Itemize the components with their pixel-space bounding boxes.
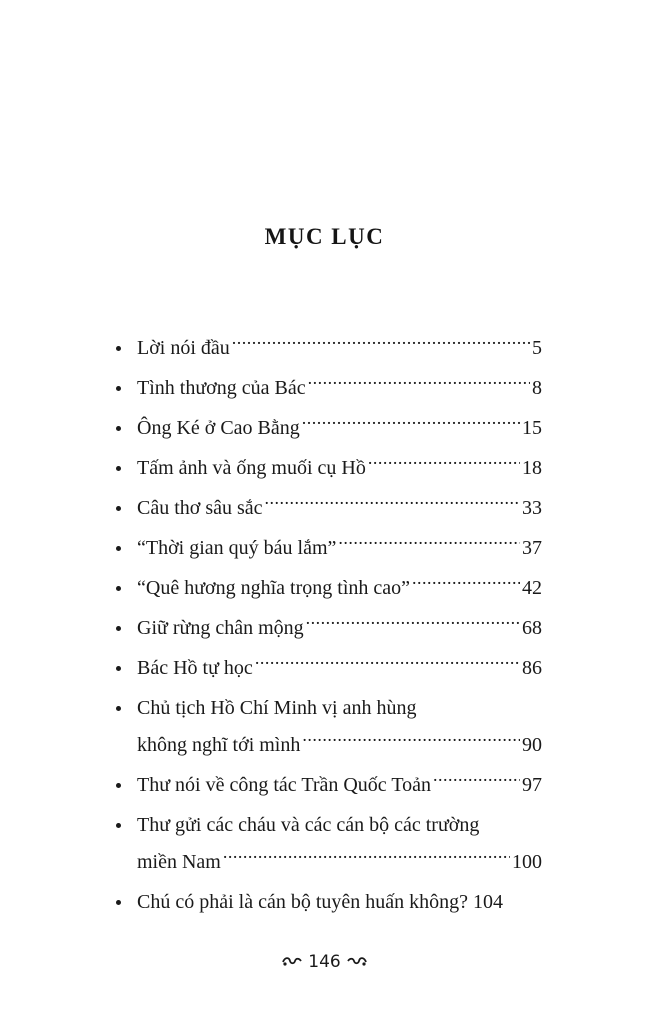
- toc-entry[interactable]: [112, 807, 542, 881]
- toc-entry[interactable]: [112, 690, 542, 764]
- toc-entry-title: Chú có phải là cán bộ tuyên huấn không?: [137, 891, 469, 913]
- bullet-icon: [116, 666, 121, 671]
- bullet-icon: [116, 900, 121, 905]
- toc-entry-page: 33: [522, 497, 542, 519]
- dot-leader: [232, 334, 530, 354]
- dot-leader: [433, 771, 520, 791]
- dot-leader: [306, 614, 520, 634]
- toc-entry-title: “Quê hương nghĩa trọng tình cao”: [137, 577, 411, 599]
- toc-entry-page: 37: [522, 537, 542, 559]
- toc-entry-page: 86: [522, 657, 542, 679]
- bullet-icon: [116, 386, 121, 391]
- toc-entry-page: 90: [522, 734, 542, 756]
- dot-leader: [368, 454, 520, 474]
- page-footer: [0, 952, 649, 972]
- toc-entry-title: Ông Ké ở Cao Bằng: [137, 417, 300, 439]
- toc-entry[interactable]: [112, 450, 542, 487]
- toc-entry-page: 97: [522, 774, 542, 796]
- dot-leader: [255, 654, 520, 674]
- toc-entry[interactable]: [112, 610, 542, 647]
- toc-entry[interactable]: [112, 884, 542, 921]
- dot-leader: [308, 374, 530, 394]
- toc-entry[interactable]: [112, 370, 542, 407]
- toc-entry-page: 104: [473, 891, 504, 913]
- bullet-icon: [116, 546, 121, 551]
- swirl-ornament-left-icon: [282, 952, 302, 972]
- toc-entry-title-line2: không nghĩ tới mình: [137, 734, 301, 756]
- toc-entry-title: Câu thơ sâu sắc: [137, 497, 263, 519]
- toc-entry-title: Lời nói đầu: [137, 337, 230, 359]
- bullet-icon: [116, 346, 121, 351]
- toc-entry[interactable]: [112, 530, 542, 567]
- bullet-icon: [116, 783, 121, 788]
- toc-entry-page: 8: [532, 377, 542, 399]
- toc-entry[interactable]: [112, 410, 542, 447]
- toc-entry-page: 15: [522, 417, 542, 439]
- toc-entry[interactable]: [112, 570, 542, 607]
- toc-entry-page: 42: [522, 577, 542, 599]
- dot-leader: [223, 848, 510, 868]
- table-of-contents: [112, 330, 542, 924]
- page-title: MỤC LỤC: [264, 224, 385, 249]
- toc-entry-title: “Thời gian quý báu lắm”: [137, 537, 337, 559]
- dot-leader: [338, 534, 520, 554]
- toc-entry-page: 100: [512, 851, 542, 873]
- toc-entry[interactable]: [112, 330, 542, 367]
- toc-entry-title: Bác Hồ tự học: [137, 657, 253, 679]
- toc-entry-title: Thư nói về công tác Trần Quốc Toản: [137, 774, 432, 796]
- dot-leader: [265, 494, 520, 514]
- bullet-icon: [116, 586, 121, 591]
- bullet-icon: [116, 506, 121, 511]
- toc-entry-title-line1: Thư gửi các cháu và các cán bộ các trường: [137, 814, 480, 836]
- toc-entry[interactable]: [112, 490, 542, 527]
- bullet-icon: [116, 426, 121, 431]
- toc-entry-page: 18: [522, 457, 542, 479]
- dot-leader: [302, 414, 520, 434]
- toc-entry-title-line1: Chủ tịch Hồ Chí Minh vị anh hùng: [137, 697, 417, 719]
- toc-entry[interactable]: [112, 767, 542, 804]
- dot-leader: [412, 574, 520, 594]
- toc-entry-title: Tình thương của Bác: [137, 377, 306, 399]
- page-number: 146: [308, 952, 341, 972]
- toc-entry-page: 68: [522, 617, 542, 639]
- toc-entry-page: 5: [532, 337, 542, 359]
- dot-leader: [302, 731, 520, 751]
- toc-entry[interactable]: [112, 650, 542, 687]
- bullet-icon: [116, 823, 121, 828]
- bullet-icon: [116, 626, 121, 631]
- toc-entry-title: Giữ rừng chân mộng: [137, 617, 304, 639]
- bullet-icon: [116, 706, 121, 711]
- toc-entry-title: Tấm ảnh và ống muối cụ Hồ: [137, 457, 366, 479]
- toc-entry-title-line2: miền Nam: [137, 851, 221, 873]
- bullet-icon: [116, 466, 121, 471]
- swirl-ornament-right-icon: [347, 952, 367, 972]
